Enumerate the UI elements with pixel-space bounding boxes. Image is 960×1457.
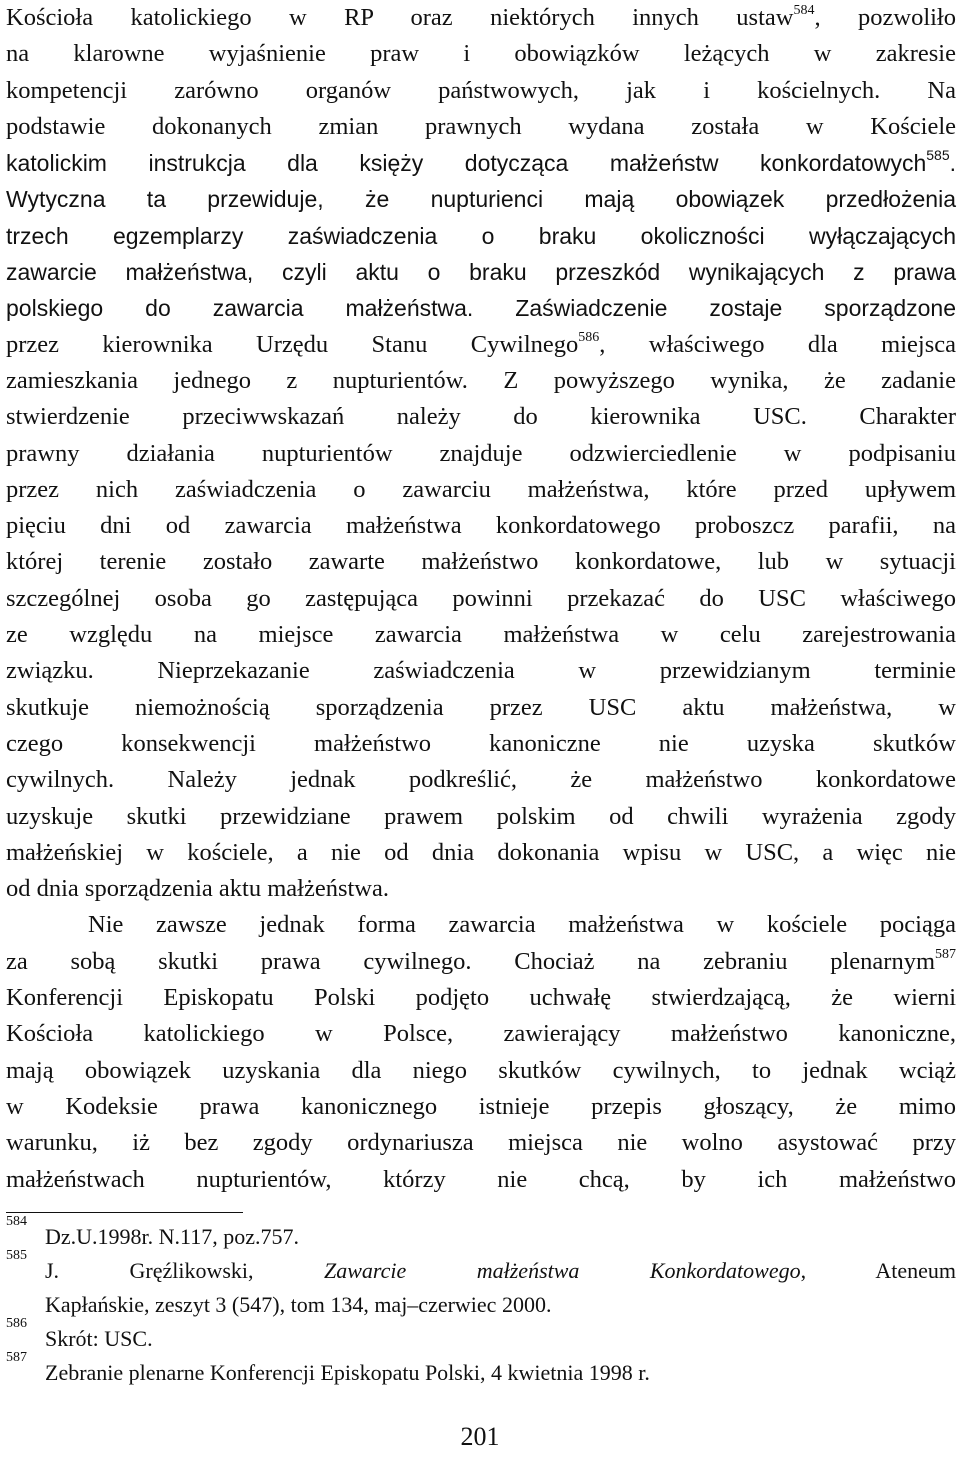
footnote-ref: 585	[926, 147, 950, 164]
text-line: Kościoła katolickiego w RP oraz niektórych innych ustaw$^{584}$, pozwoliło	[6, 3, 956, 31]
text-line: na klarowne wyjaśnienie praw i obowiązków leżących w zakresie	[6, 40, 956, 68]
text-line: Konferencji Episkopatu Polski podjęto uchwałę stwierdzającą, że wierni	[6, 984, 956, 1012]
cited-title: Zawarcie małżeństwa Konkordatowego	[324, 1258, 801, 1283]
text-line: Wytyczna ta przewiduje, że nupturienci mają obowiązek przedłożenia	[6, 186, 956, 213]
text-line: ze względu na miejsce zawarcia małżeństwa w celu zarejestrowania	[6, 621, 956, 649]
text-line: uzyskuje skutki przewidziane prawem polskim od chwili wyrażenia zgody	[6, 802, 956, 830]
text-line: cywilnych. Należy jednak podkreślić, że małżeństwo konkordatowe	[6, 766, 956, 794]
text-line: skutkuje niemożnością sporządzenia przez USC aktu małżeństwa, w	[6, 693, 956, 721]
text-line: zamieszkania jednego z nupturientów. Z powyższego wynika, że zadanie	[6, 366, 956, 394]
footnote-number: 586	[6, 1316, 27, 1331]
page-number: 201	[460, 1422, 500, 1451]
text-line: mają obowiązek uzyskania dla niego skutków cywilnych, to jednak wciąż	[6, 1056, 956, 1084]
footnote	[6, 1350, 956, 1390]
footnote	[6, 1316, 956, 1356]
footnote-ref: 584	[793, 3, 815, 18]
text-line: trzech egzemplarzy zaświadczenia o braku okoliczności wyłączających	[6, 222, 956, 249]
text-line: za sobą skutki prawa cywilnego. Chociaż na zebraniu plenarnym$^{587}$	[6, 946, 956, 975]
footnote-continuation	[6, 1288, 956, 1322]
text-line: prawny działania nupturientów znajduje odzwierciedlenie w podpisaniu	[6, 439, 956, 467]
text-line: której terenie zostało zawarte małżeństwo konkordatowe, lub w sytuacji	[6, 548, 956, 576]
footnote-text: Skrót: USC.	[45, 1326, 153, 1351]
text-line: zawarcie małżeństwa, czyli aktu o braku przeszkód wynikających z prawa	[6, 259, 956, 286]
text-line: czego konsekwencji małżeństwo kanoniczne nie uzyska skutków	[6, 729, 956, 757]
text-line: małżeńskiej w kościele, a nie od dnia dokonania wpisu w USC, a więc nie	[6, 838, 956, 866]
text-line: przez kierownika Urzędu Stanu Cywilnego$^{586}$, właściwego dla miejsca	[6, 329, 956, 358]
text-line: warunku, iż bez zgody ordynariusza miejsca nie wolno asystować przy	[6, 1129, 956, 1157]
text-line: związku. Nieprzekazanie zaświadczenia w przewidzianym terminie	[6, 657, 956, 685]
footnote-text: Zebranie plenarne Konferencji Episkopatu Polski, 4 kwietnia 1998 r.	[45, 1360, 650, 1385]
footnotes	[6, 1214, 956, 1390]
text-line: małżeństwach nupturientów, którzy nie chcą, by ich małżeństwo	[6, 1165, 956, 1193]
footnote-ref: 587	[935, 946, 956, 962]
footnote-text: J. Gręźlikowski, Zawarcie małżeństwa Konkordatowego, Ateneum	[45, 1258, 956, 1283]
text-line: szczególnej osoba go zastępująca powinni przekazać do USC właściwego	[6, 584, 956, 612]
body-text	[6, 0, 956, 1198]
footnote-number: 584	[6, 1214, 27, 1229]
footnote-ref: 586	[578, 329, 600, 345]
footnote-text: Dz.U.1998r. N.117, poz.757.	[45, 1224, 299, 1249]
footnote-text: Kapłańskie, zeszyt 3 (547), tom 134, maj–czerwiec 2000.	[45, 1292, 552, 1317]
text-line: pięciu dni od zawarcia małżeństwa konkordatowego proboszcz parafii, na	[6, 512, 956, 540]
text-line: kompetencji zarówno organów państwowych, jak i kościelnych. Na	[6, 76, 956, 104]
text-line: przez nich zaświadczenia o zawarciu małżeństwa, które przed upływem	[6, 475, 956, 503]
text-line: w Kodeksie prawa kanonicznego istnieje przepis głoszący, że mimo	[6, 1092, 956, 1120]
text-line: podstawie dokonanych zmian prawnych wydana została w Kościele	[6, 112, 956, 140]
footnote-separator	[6, 1212, 243, 1213]
footnote-number: 587	[6, 1350, 27, 1365]
paragraph-first-line: Nie zawsze jednak forma zawarcia małżeństwa w kościele pociąga	[88, 911, 956, 939]
text-line: Kościoła katolickiego w Polsce, zawierający małżeństwo kanoniczne,	[6, 1020, 956, 1048]
text-line: katolickim instrukcja dla księży dotycząca małżeństw konkordatowych$^{585}$.	[6, 147, 956, 177]
footnote	[6, 1214, 956, 1254]
text-line: polskiego do zawarcia małżeństwa. Zaświadczenie zostaje sporządzone	[6, 295, 956, 322]
text-line: stwierdzenie przeciwwskazań należy do kierownika USC. Charakter	[6, 403, 956, 431]
footnote	[6, 1248, 956, 1288]
footnote-number: 585	[6, 1248, 27, 1263]
paragraph-last-line: od dnia sporządzenia aktu małżeństwa.	[6, 875, 390, 903]
